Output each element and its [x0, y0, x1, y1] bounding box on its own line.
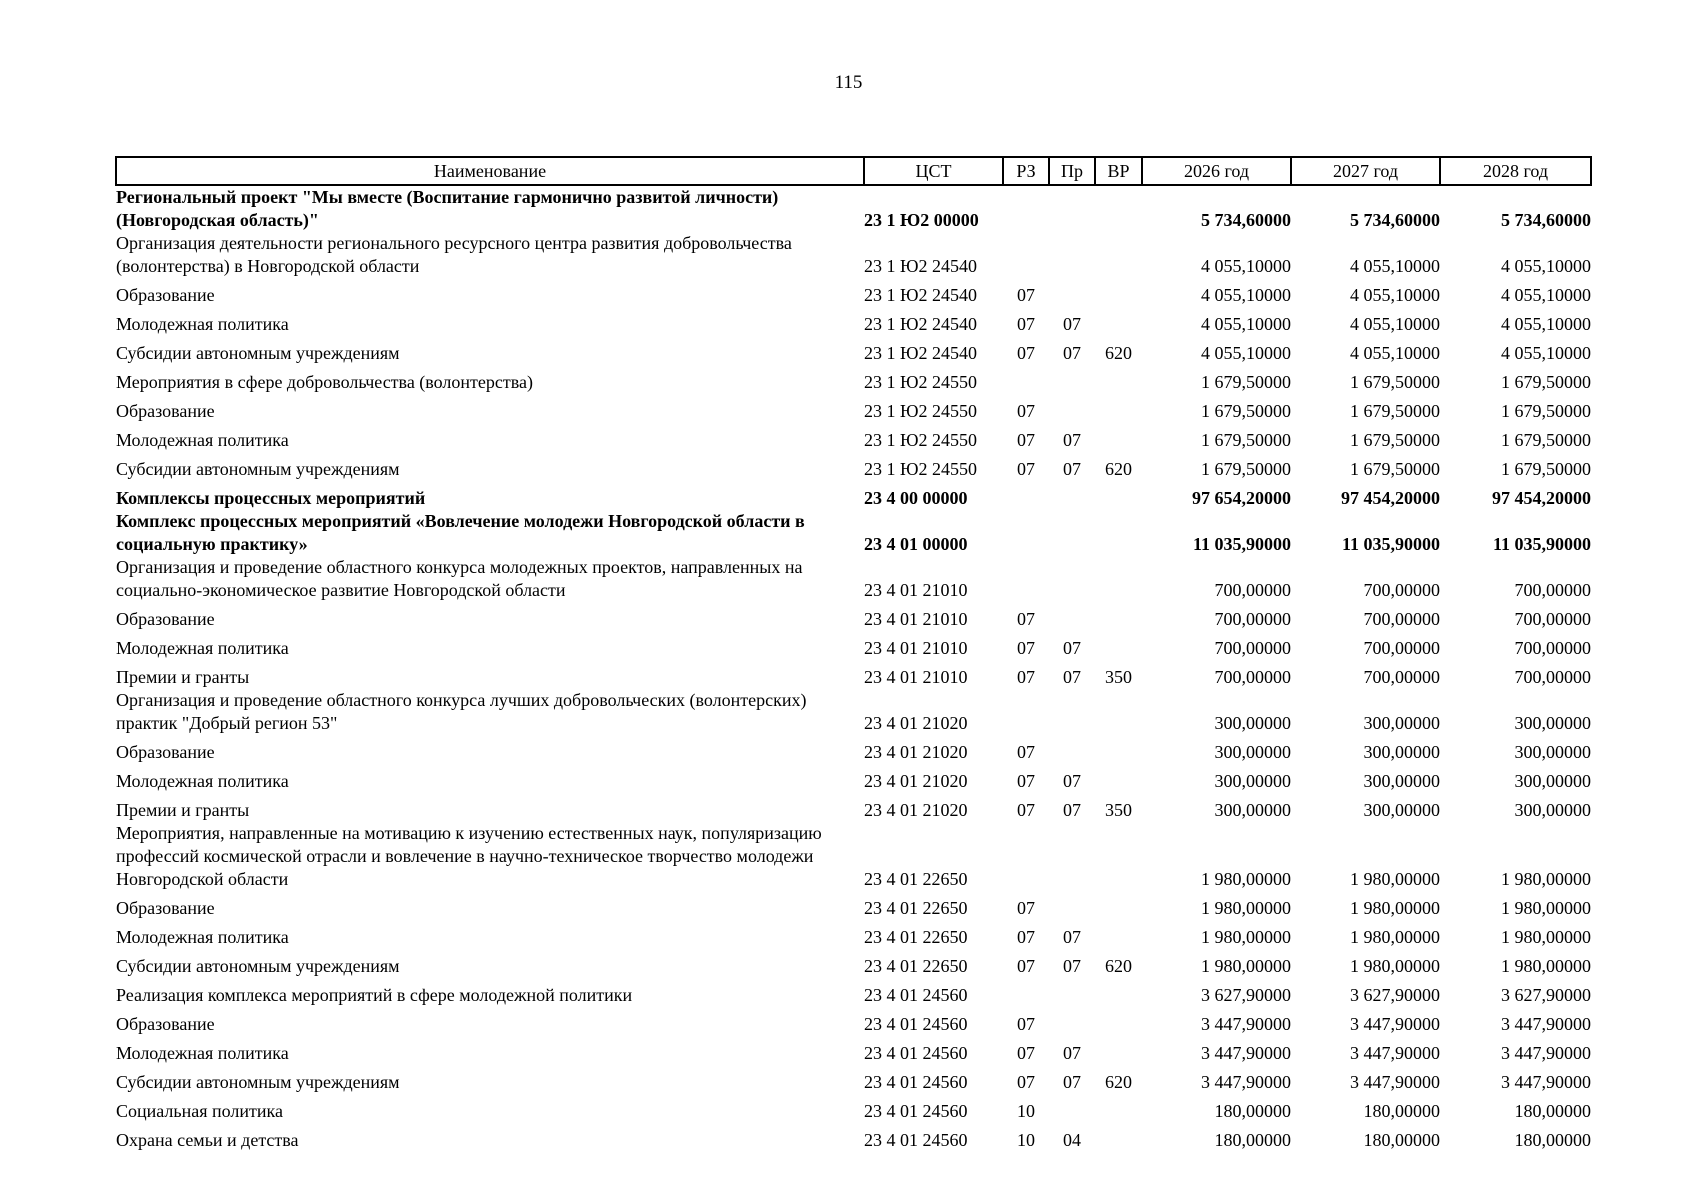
row-vr	[1095, 822, 1142, 891]
row-amount-2027: 4 055,10000	[1350, 256, 1440, 276]
header-year-2026: 2026 год	[1142, 157, 1291, 185]
row-amount-2028: 180,00000	[1514, 1130, 1591, 1150]
row-cst: 23 1 Ю2 24550	[864, 459, 978, 479]
row-pr	[1049, 510, 1095, 556]
row-cst: 23 1 Ю2 24540	[864, 314, 978, 334]
row-pr: 07	[1063, 430, 1081, 450]
row-cst: 23 4 01 21010	[864, 667, 968, 687]
row-pr	[1049, 891, 1095, 920]
row-rz: 07	[1017, 1043, 1035, 1063]
row-pr: 04	[1063, 1130, 1081, 1150]
row-amount-2027: 180,00000	[1363, 1101, 1440, 1121]
row-amount-2026: 700,00000	[1214, 638, 1291, 658]
row-amount-2028: 180,00000	[1514, 1101, 1591, 1121]
table-row	[116, 1007, 1591, 1036]
row-name: Премии и гранты	[116, 667, 250, 687]
row-rz: 07	[1017, 956, 1035, 976]
row-pr	[1049, 185, 1095, 232]
table-row	[116, 307, 1591, 336]
row-rz: 07	[1017, 343, 1035, 363]
row-amount-2027: 3 447,90000	[1350, 1014, 1440, 1034]
row-vr	[1095, 920, 1142, 949]
row-name: Охрана семьи и детства	[116, 1130, 299, 1150]
row-pr: 07	[1063, 771, 1081, 791]
row-vr	[1095, 423, 1142, 452]
row-vr	[1095, 891, 1142, 920]
table-row	[116, 481, 1591, 510]
row-rz: 07	[1017, 1072, 1035, 1092]
row-amount-2028: 700,00000	[1514, 667, 1591, 687]
table-row	[116, 336, 1591, 365]
row-cst: 23 4 01 24560	[864, 1072, 968, 1092]
row-rz	[1003, 556, 1049, 602]
row-cst: 23 4 01 21020	[864, 713, 968, 733]
table-row	[116, 689, 1591, 735]
row-vr: 620	[1105, 459, 1132, 479]
row-amount-2027: 1 679,50000	[1350, 430, 1440, 450]
row-vr	[1095, 510, 1142, 556]
row-name: Региональный проект "Мы вместе (Воспитание гармонично развитой личности) (Новгородская область)"	[116, 187, 779, 230]
row-vr	[1095, 1036, 1142, 1065]
row-pr: 07	[1063, 800, 1081, 820]
row-amount-2028: 300,00000	[1514, 800, 1591, 820]
row-amount-2028: 4 055,10000	[1501, 256, 1591, 276]
row-rz: 07	[1017, 898, 1035, 918]
table-row	[116, 1065, 1591, 1094]
header-name: Наименование	[116, 157, 864, 185]
table-body	[116, 185, 1591, 1152]
row-pr	[1049, 602, 1095, 631]
row-vr: 620	[1105, 343, 1132, 363]
row-amount-2026: 1 980,00000	[1201, 869, 1291, 889]
row-amount-2028: 700,00000	[1514, 580, 1591, 600]
row-vr	[1095, 978, 1142, 1007]
row-amount-2027: 1 980,00000	[1350, 956, 1440, 976]
row-name: Образование	[116, 898, 215, 918]
row-cst: 23 1 Ю2 24550	[864, 430, 978, 450]
row-amount-2027: 3 447,90000	[1350, 1043, 1440, 1063]
row-amount-2027: 1 679,50000	[1350, 401, 1440, 421]
row-pr	[1049, 232, 1095, 278]
table-row	[116, 631, 1591, 660]
row-pr	[1049, 394, 1095, 423]
row-amount-2027: 1 679,50000	[1350, 459, 1440, 479]
row-rz: 07	[1017, 314, 1035, 334]
row-rz: 07	[1017, 401, 1035, 421]
header-rz: РЗ	[1003, 157, 1049, 185]
row-amount-2028: 3 447,90000	[1501, 1014, 1591, 1034]
row-pr	[1049, 1094, 1095, 1123]
row-cst: 23 4 01 24560	[864, 1130, 968, 1150]
row-amount-2028: 300,00000	[1514, 713, 1591, 733]
row-name: Организация и проведение областного конкурса лучших добровольческих (волонтерских) практик "Добрый регион 53"	[116, 690, 807, 733]
row-amount-2027: 4 055,10000	[1350, 285, 1440, 305]
row-amount-2026: 700,00000	[1214, 667, 1291, 687]
row-amount-2027: 3 627,90000	[1350, 985, 1440, 1005]
row-amount-2027: 97 454,20000	[1341, 488, 1440, 508]
row-amount-2027: 1 980,00000	[1350, 869, 1440, 889]
row-rz	[1003, 689, 1049, 735]
row-amount-2027: 1 980,00000	[1350, 927, 1440, 947]
row-amount-2026: 4 055,10000	[1201, 285, 1291, 305]
table-row	[116, 978, 1591, 1007]
row-amount-2028: 3 447,90000	[1501, 1072, 1591, 1092]
row-amount-2028: 4 055,10000	[1501, 285, 1591, 305]
row-rz	[1003, 185, 1049, 232]
row-amount-2027: 4 055,10000	[1350, 314, 1440, 334]
table-row	[116, 1036, 1591, 1065]
table-row	[116, 735, 1591, 764]
row-name: Комплексы процессных мероприятий	[116, 488, 426, 508]
row-pr: 07	[1063, 1043, 1081, 1063]
row-cst: 23 4 01 22650	[864, 869, 968, 889]
row-vr: 620	[1105, 1072, 1132, 1092]
row-cst: 23 4 01 21020	[864, 742, 968, 762]
header-pr: Пр	[1049, 157, 1095, 185]
row-amount-2027: 180,00000	[1363, 1130, 1440, 1150]
row-rz: 07	[1017, 285, 1035, 305]
table-header-row	[116, 157, 1591, 185]
row-name: Молодежная политика	[116, 927, 289, 947]
row-pr	[1049, 1007, 1095, 1036]
table-row	[116, 510, 1591, 556]
row-rz	[1003, 510, 1049, 556]
table-row	[116, 660, 1591, 689]
row-vr	[1095, 631, 1142, 660]
row-amount-2028: 4 055,10000	[1501, 343, 1591, 363]
row-rz	[1003, 822, 1049, 891]
header-year-2028: 2028 год	[1440, 157, 1591, 185]
row-cst: 23 4 01 21010	[864, 609, 968, 629]
row-vr	[1095, 735, 1142, 764]
row-amount-2028: 3 627,90000	[1501, 985, 1591, 1005]
row-vr	[1095, 365, 1142, 394]
row-rz: 10	[1017, 1101, 1035, 1121]
table-row	[116, 556, 1591, 602]
row-vr	[1095, 481, 1142, 510]
row-vr: 620	[1105, 956, 1132, 976]
row-cst: 23 1 Ю2 24550	[864, 372, 978, 392]
row-amount-2027: 700,00000	[1363, 609, 1440, 629]
header-cst: ЦСТ	[864, 157, 1003, 185]
row-vr	[1095, 307, 1142, 336]
row-vr: 350	[1105, 667, 1132, 687]
row-rz: 10	[1017, 1130, 1035, 1150]
row-amount-2027: 300,00000	[1363, 800, 1440, 820]
row-rz: 07	[1017, 430, 1035, 450]
row-cst: 23 4 01 21010	[864, 638, 968, 658]
row-amount-2027: 3 447,90000	[1350, 1072, 1440, 1092]
row-name: Молодежная политика	[116, 1043, 289, 1063]
table-row	[116, 185, 1591, 232]
row-cst: 23 1 Ю2 24540	[864, 343, 978, 363]
row-amount-2028: 1 980,00000	[1501, 869, 1591, 889]
row-name: Молодежная политика	[116, 638, 289, 658]
row-amount-2027: 300,00000	[1363, 771, 1440, 791]
row-pr	[1049, 689, 1095, 735]
row-vr: 350	[1105, 800, 1132, 820]
row-vr	[1095, 1123, 1142, 1152]
table-row	[116, 423, 1591, 452]
row-amount-2026: 4 055,10000	[1201, 314, 1291, 334]
row-amount-2026: 3 447,90000	[1201, 1014, 1291, 1034]
row-amount-2026: 180,00000	[1214, 1101, 1291, 1121]
row-cst: 23 4 01 22650	[864, 898, 968, 918]
row-cst: 23 4 01 21010	[864, 580, 968, 600]
row-amount-2028: 3 447,90000	[1501, 1043, 1591, 1063]
row-amount-2026: 1 679,50000	[1201, 401, 1291, 421]
row-pr	[1049, 735, 1095, 764]
row-amount-2026: 3 627,90000	[1201, 985, 1291, 1005]
row-amount-2027: 1 980,00000	[1350, 898, 1440, 918]
row-cst: 23 4 01 21020	[864, 800, 968, 820]
table-row	[116, 949, 1591, 978]
row-pr	[1049, 481, 1095, 510]
row-name: Комплекс процессных мероприятий «Вовлечение молодежи Новгородской области в социальную практику»	[116, 511, 805, 554]
budget-table	[115, 156, 1592, 1152]
row-pr: 07	[1063, 927, 1081, 947]
row-name: Организация деятельности регионального ресурсного центра развития добровольчества (волонтерства) в Новгородской области	[116, 233, 792, 276]
row-vr	[1095, 1007, 1142, 1036]
table-row	[116, 278, 1591, 307]
table-row	[116, 394, 1591, 423]
row-pr: 07	[1063, 1072, 1081, 1092]
table-row	[116, 232, 1591, 278]
row-amount-2028: 5 734,60000	[1501, 210, 1591, 230]
table-row	[116, 365, 1591, 394]
table-row	[116, 822, 1591, 891]
table-row	[116, 452, 1591, 481]
row-vr	[1095, 278, 1142, 307]
row-name: Образование	[116, 285, 215, 305]
row-pr: 07	[1063, 956, 1081, 976]
row-cst: 23 1 Ю2 00000	[864, 210, 979, 230]
row-amount-2028: 1 980,00000	[1501, 956, 1591, 976]
row-rz	[1003, 978, 1049, 1007]
row-name: Молодежная политика	[116, 430, 289, 450]
row-cst: 23 1 Ю2 24540	[864, 256, 978, 276]
row-pr: 07	[1063, 343, 1081, 363]
row-name: Реализация комплекса мероприятий в сфере молодежной политики	[116, 985, 633, 1005]
row-amount-2026: 300,00000	[1214, 713, 1291, 733]
row-amount-2027: 700,00000	[1363, 580, 1440, 600]
row-pr	[1049, 278, 1095, 307]
table-row	[116, 1123, 1591, 1152]
row-amount-2026: 300,00000	[1214, 771, 1291, 791]
row-name: Субсидии автономным учреждениям	[116, 956, 400, 976]
row-amount-2026: 97 654,20000	[1192, 488, 1291, 508]
row-pr: 07	[1063, 459, 1081, 479]
row-vr	[1095, 1094, 1142, 1123]
row-cst: 23 4 01 24560	[864, 1101, 968, 1121]
row-cst: 23 4 01 24560	[864, 1043, 968, 1063]
row-amount-2026: 1 980,00000	[1201, 956, 1291, 976]
row-amount-2026: 4 055,10000	[1201, 256, 1291, 276]
header-vr: ВР	[1095, 157, 1142, 185]
row-rz: 07	[1017, 459, 1035, 479]
row-pr	[1049, 556, 1095, 602]
row-name: Образование	[116, 609, 215, 629]
row-amount-2027: 300,00000	[1363, 742, 1440, 762]
page-number: 115	[834, 72, 863, 93]
row-name: Образование	[116, 401, 215, 421]
row-cst: 23 4 01 21020	[864, 771, 968, 791]
row-amount-2028: 300,00000	[1514, 742, 1591, 762]
row-name: Молодежная политика	[116, 314, 289, 334]
row-amount-2028: 1 679,50000	[1501, 459, 1591, 479]
row-name: Мероприятия в сфере добровольчества (волонтерства)	[116, 372, 534, 392]
row-cst: 23 4 01 24560	[864, 1014, 968, 1034]
row-name: Социальная политика	[116, 1101, 283, 1121]
row-cst: 23 4 01 24560	[864, 985, 968, 1005]
row-rz	[1003, 232, 1049, 278]
row-amount-2028: 300,00000	[1514, 771, 1591, 791]
row-amount-2028: 1 679,50000	[1501, 430, 1591, 450]
row-vr	[1095, 689, 1142, 735]
table-row	[116, 793, 1591, 822]
row-amount-2028: 700,00000	[1514, 638, 1591, 658]
row-amount-2026: 5 734,60000	[1201, 210, 1291, 230]
row-rz: 07	[1017, 927, 1035, 947]
row-rz: 07	[1017, 1014, 1035, 1034]
row-amount-2026: 700,00000	[1214, 580, 1291, 600]
row-pr: 07	[1063, 314, 1081, 334]
row-amount-2028: 1 679,50000	[1501, 401, 1591, 421]
row-pr	[1049, 365, 1095, 394]
row-amount-2026: 1 980,00000	[1201, 898, 1291, 918]
row-amount-2026: 1 679,50000	[1201, 430, 1291, 450]
row-rz: 07	[1017, 800, 1035, 820]
row-name: Молодежная политика	[116, 771, 289, 791]
header-year-2027: 2027 год	[1291, 157, 1440, 185]
row-rz: 07	[1017, 638, 1035, 658]
row-amount-2028: 1 679,50000	[1501, 372, 1591, 392]
row-name: Мероприятия, направленные на мотивацию к изучению естественных наук, популяризацию профессий космической отрасли и вовлечение в научно-техническое творчество молодежи Новгородской области	[116, 823, 822, 889]
row-amount-2026: 3 447,90000	[1201, 1043, 1291, 1063]
row-cst: 23 4 01 00000	[864, 534, 968, 554]
table-row	[116, 764, 1591, 793]
row-rz	[1003, 365, 1049, 394]
row-rz: 07	[1017, 609, 1035, 629]
row-vr	[1095, 764, 1142, 793]
row-amount-2027: 5 734,60000	[1350, 210, 1440, 230]
row-amount-2027: 700,00000	[1363, 638, 1440, 658]
row-name: Субсидии автономным учреждениям	[116, 343, 400, 363]
table-row	[116, 891, 1591, 920]
row-amount-2028: 97 454,20000	[1492, 488, 1591, 508]
row-amount-2027: 1 679,50000	[1350, 372, 1440, 392]
row-vr	[1095, 602, 1142, 631]
row-name: Образование	[116, 1014, 215, 1034]
row-cst: 23 4 01 22650	[864, 956, 968, 976]
row-vr	[1095, 394, 1142, 423]
row-amount-2028: 4 055,10000	[1501, 314, 1591, 334]
row-name: Субсидии автономным учреждениям	[116, 1072, 400, 1092]
row-name: Организация и проведение областного конкурса молодежных проектов, направленных на социально-экономическое развитие Новгородской области	[116, 557, 803, 600]
row-amount-2028: 1 980,00000	[1501, 898, 1591, 918]
row-name: Премии и гранты	[116, 800, 250, 820]
row-name: Образование	[116, 742, 215, 762]
row-cst: 23 1 Ю2 24550	[864, 401, 978, 421]
row-pr	[1049, 822, 1095, 891]
row-amount-2026: 1 980,00000	[1201, 927, 1291, 947]
table-row	[116, 602, 1591, 631]
row-name: Субсидии автономным учреждениям	[116, 459, 400, 479]
row-amount-2027: 300,00000	[1363, 713, 1440, 733]
row-amount-2026: 1 679,50000	[1201, 459, 1291, 479]
row-vr	[1095, 185, 1142, 232]
row-amount-2028: 1 980,00000	[1501, 927, 1591, 947]
row-rz: 07	[1017, 667, 1035, 687]
row-amount-2026: 3 447,90000	[1201, 1072, 1291, 1092]
row-amount-2026: 180,00000	[1214, 1130, 1291, 1150]
row-amount-2026: 300,00000	[1214, 742, 1291, 762]
row-amount-2026: 11 035,90000	[1192, 534, 1291, 554]
table-row	[116, 1094, 1591, 1123]
row-pr: 07	[1063, 667, 1081, 687]
row-pr: 07	[1063, 638, 1081, 658]
row-cst: 23 4 00 00000	[864, 488, 968, 508]
row-vr	[1095, 232, 1142, 278]
row-amount-2026: 300,00000	[1214, 800, 1291, 820]
row-amount-2026: 4 055,10000	[1201, 343, 1291, 363]
row-rz: 07	[1017, 742, 1035, 762]
row-pr	[1049, 978, 1095, 1007]
row-amount-2028: 11 035,90000	[1492, 534, 1591, 554]
row-cst: 23 4 01 22650	[864, 927, 968, 947]
row-amount-2026: 700,00000	[1214, 609, 1291, 629]
table-row	[116, 920, 1591, 949]
row-rz	[1003, 481, 1049, 510]
row-amount-2028: 700,00000	[1514, 609, 1591, 629]
row-cst: 23 1 Ю2 24540	[864, 285, 978, 305]
row-amount-2027: 11 035,90000	[1341, 534, 1440, 554]
row-rz: 07	[1017, 771, 1035, 791]
row-amount-2027: 700,00000	[1363, 667, 1440, 687]
row-amount-2027: 4 055,10000	[1350, 343, 1440, 363]
row-vr	[1095, 556, 1142, 602]
row-amount-2026: 1 679,50000	[1201, 372, 1291, 392]
